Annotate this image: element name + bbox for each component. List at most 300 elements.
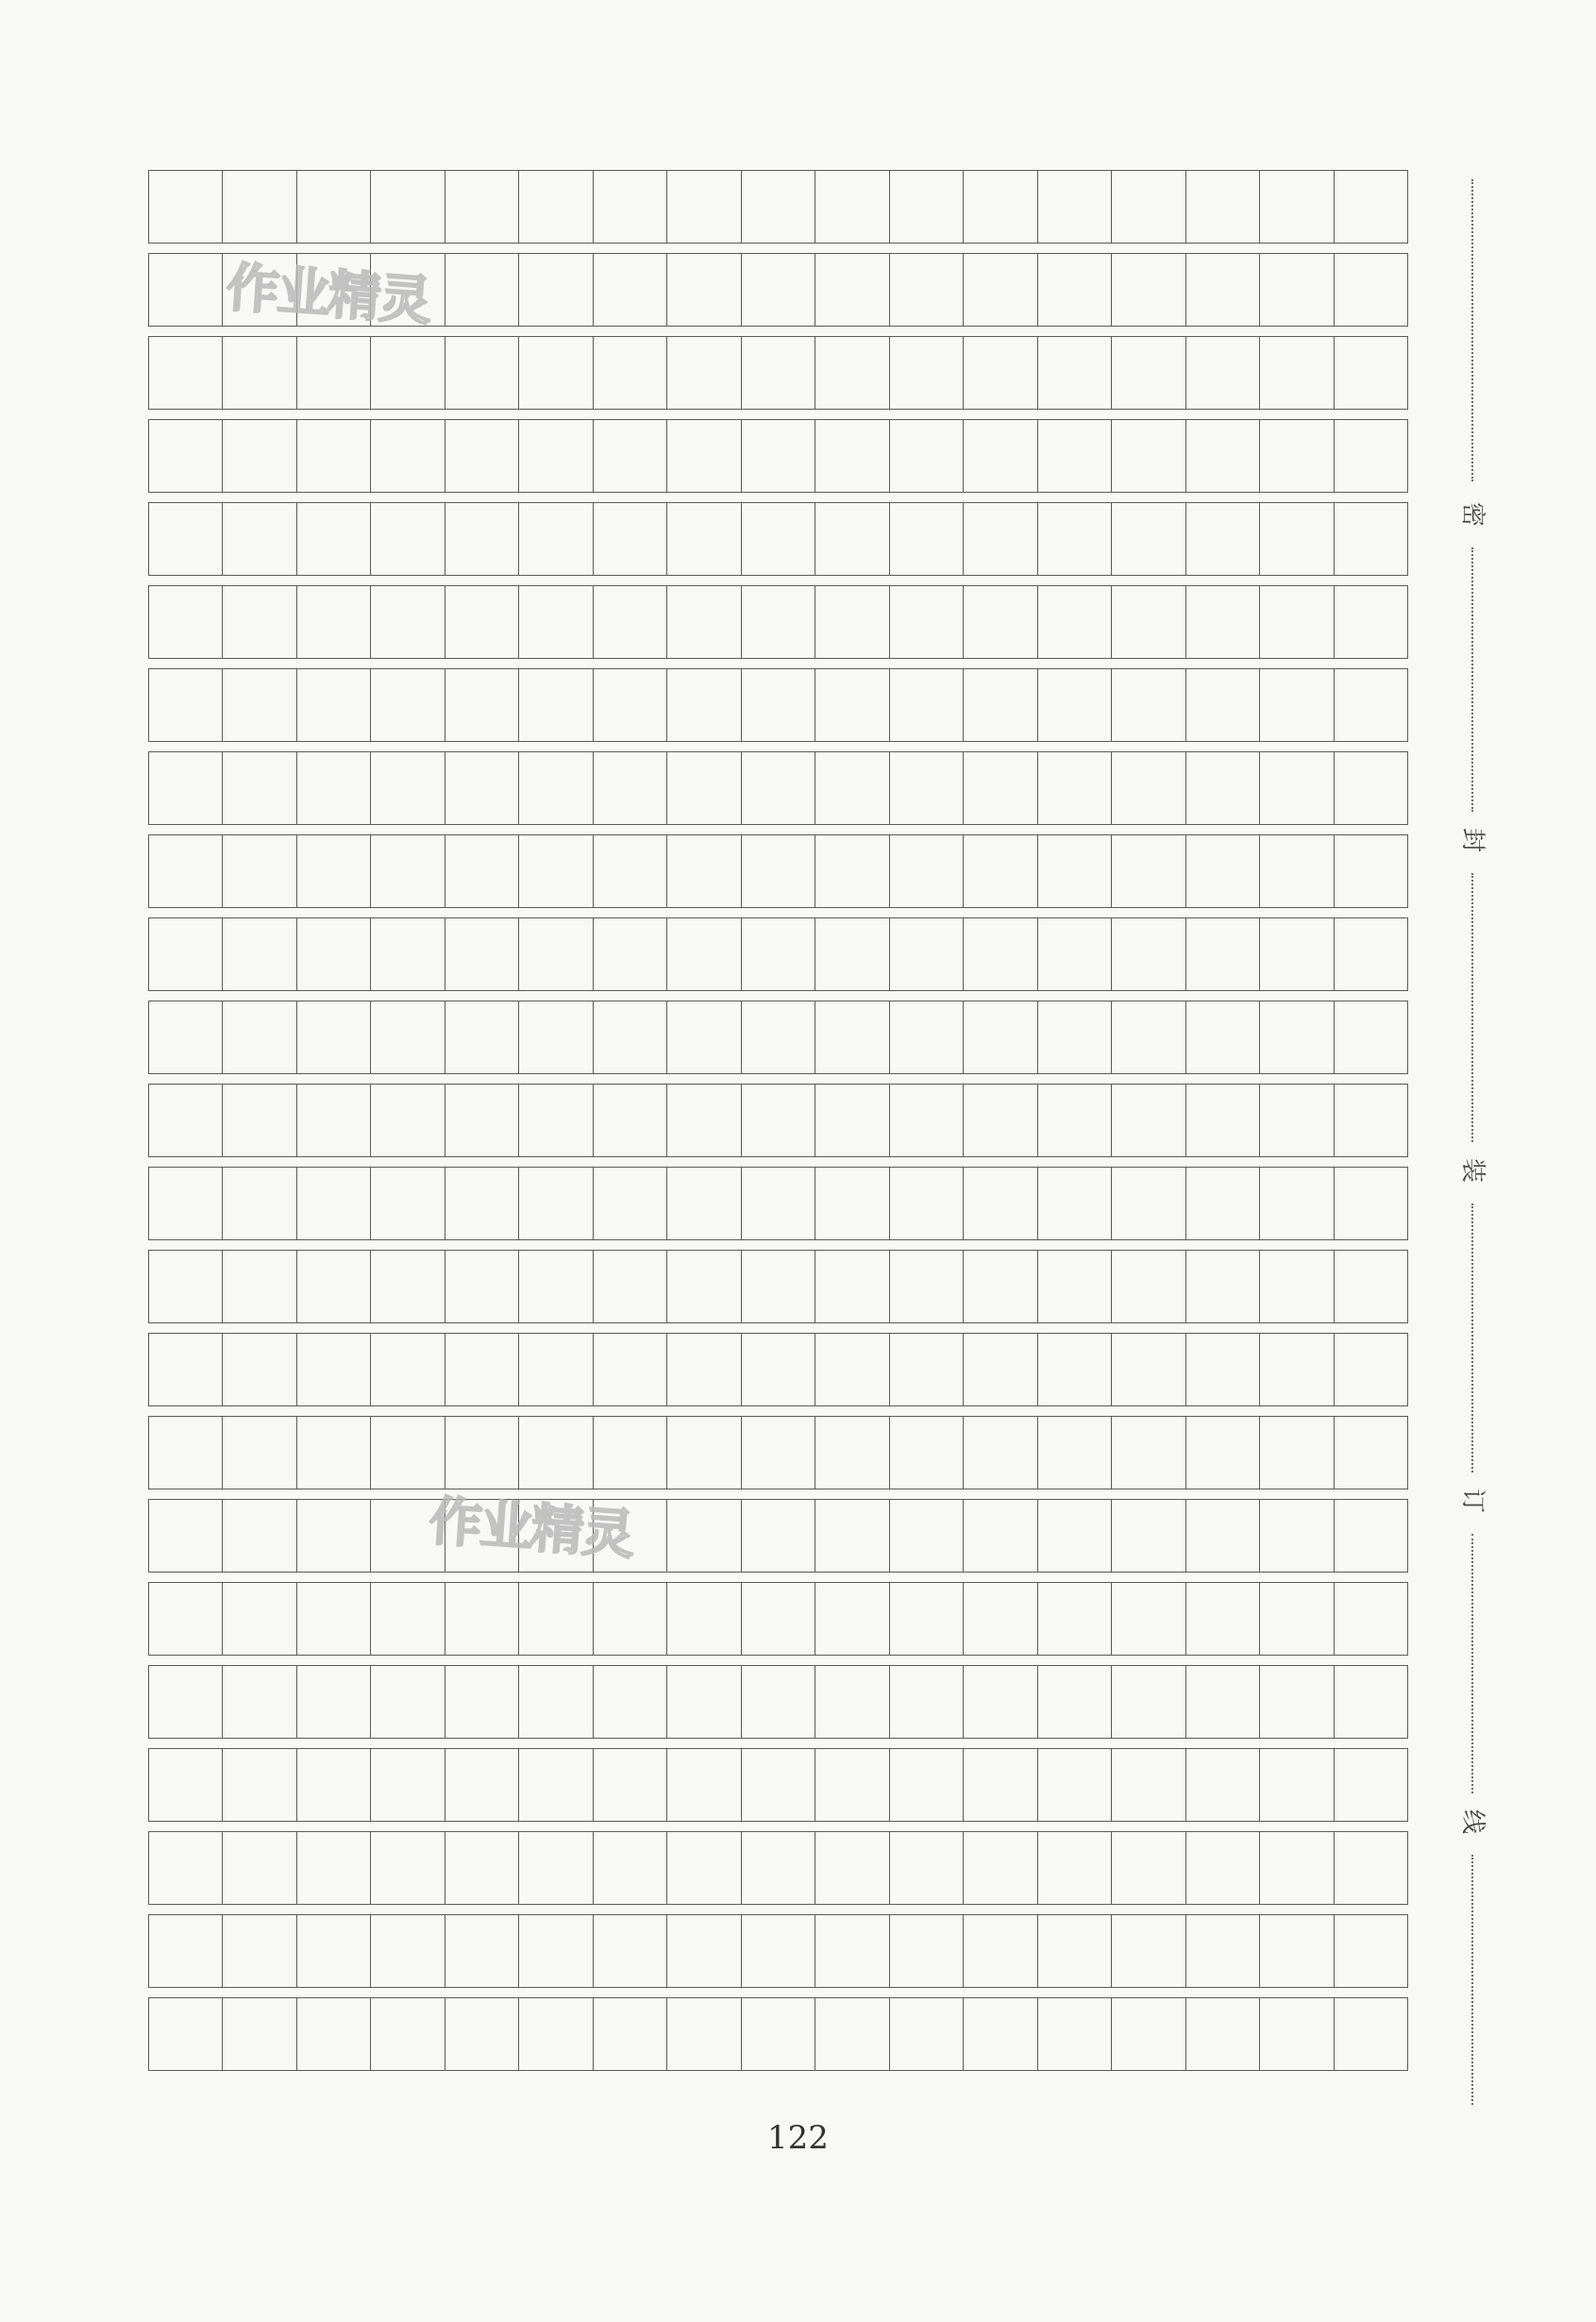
binding-dotted-line-2 (1471, 547, 1473, 812)
grid-cell (1186, 1583, 1260, 1655)
grid-cell (667, 1417, 741, 1489)
grid-cell (519, 1085, 593, 1156)
grid-cell (445, 752, 519, 824)
grid-cell (594, 1998, 667, 2070)
binding-dotted-line-4 (1471, 1203, 1473, 1472)
grid-cell (742, 1168, 815, 1239)
grid-cell (445, 669, 519, 741)
grid-cell (594, 835, 667, 907)
grid-cell (371, 503, 445, 575)
grid-cell (1260, 669, 1334, 741)
grid-cell (1335, 337, 1408, 409)
binding-char-feng: 封 (1458, 827, 1487, 852)
grid-row (148, 1665, 1408, 1739)
grid-cell (594, 918, 667, 990)
grid-cell (890, 1915, 964, 1987)
grid-cell (1112, 1666, 1185, 1738)
grid-cell (815, 1583, 889, 1655)
grid-cell (519, 586, 593, 658)
grid-cell (1186, 254, 1260, 326)
grid-cell (594, 752, 667, 824)
grid-cell (371, 1001, 445, 1073)
grid-cell (890, 1666, 964, 1738)
grid-cell (223, 918, 296, 990)
grid-cell (371, 669, 445, 741)
grid-cell (445, 1666, 519, 1738)
grid-cell (1038, 254, 1112, 326)
grid-cell (519, 337, 593, 409)
grid-cell (223, 1500, 296, 1572)
grid-cell (149, 669, 223, 741)
grid-cell (445, 1998, 519, 2070)
grid-cell (815, 503, 889, 575)
grid-cell (371, 420, 445, 492)
grid-cell (667, 586, 741, 658)
grid-cell (742, 1500, 815, 1572)
grid-cell (964, 1085, 1037, 1156)
grid-cell (742, 171, 815, 243)
grid-cell (815, 1998, 889, 2070)
grid-cell (1186, 752, 1260, 824)
grid-cell (890, 337, 964, 409)
grid-cell (667, 752, 741, 824)
page-number: 122 (767, 2119, 829, 2157)
grid-cell (667, 835, 741, 907)
grid-cell (297, 337, 371, 409)
grid-cell (297, 1334, 371, 1405)
grid-cell (594, 1915, 667, 1987)
grid-cell (149, 1749, 223, 1821)
grid-cell (1112, 420, 1185, 492)
grid-cell (297, 1417, 371, 1489)
grid-row (148, 1333, 1408, 1406)
grid-cell (371, 752, 445, 824)
grid-cell (371, 171, 445, 243)
grid-cell (815, 171, 889, 243)
grid-cell (445, 254, 519, 326)
grid-cell (1038, 337, 1112, 409)
grid-cell (1335, 669, 1408, 741)
grid-cell (594, 1583, 667, 1655)
grid-cell (519, 835, 593, 907)
grid-cell (667, 1251, 741, 1322)
binding-dotted-line-1 (1471, 179, 1473, 481)
grid-cell (149, 918, 223, 990)
grid-cell (890, 1085, 964, 1156)
grid-cell (742, 669, 815, 741)
grid-cell (594, 1001, 667, 1073)
grid-cell (149, 1334, 223, 1405)
binding-char-ding: 订 (1458, 1488, 1487, 1513)
grid-cell (223, 1334, 296, 1405)
grid-cell (742, 337, 815, 409)
grid-cell (594, 171, 667, 243)
grid-cell (223, 669, 296, 741)
grid-cell (1335, 1334, 1408, 1405)
grid-cell (1038, 1666, 1112, 1738)
grid-cell (1112, 1749, 1185, 1821)
grid-cell (815, 420, 889, 492)
grid-cell (815, 1666, 889, 1738)
grid-cell (371, 337, 445, 409)
grid-cell (890, 669, 964, 741)
grid-cell (1186, 1251, 1260, 1322)
grid-cell (445, 337, 519, 409)
grid-cell (1260, 1001, 1334, 1073)
grid-cell (1260, 586, 1334, 658)
grid-cell (594, 1666, 667, 1738)
grid-cell (297, 1001, 371, 1073)
grid-cell (1335, 918, 1408, 990)
grid-cell (149, 171, 223, 243)
grid-cell (1186, 1001, 1260, 1073)
grid-cell (964, 918, 1037, 990)
grid-cell (445, 503, 519, 575)
grid-cell (1335, 1168, 1408, 1239)
grid-cell (1186, 586, 1260, 658)
grid-cell (519, 918, 593, 990)
grid-cell (890, 752, 964, 824)
grid-cell (1038, 1334, 1112, 1405)
grid-row (148, 1997, 1408, 2071)
grid-cell (1112, 586, 1185, 658)
grid-cell (815, 1832, 889, 1904)
grid-cell (742, 1998, 815, 2070)
grid-cell (1038, 1085, 1112, 1156)
grid-cell (371, 1168, 445, 1239)
grid-cell (1186, 835, 1260, 907)
grid-cell (594, 254, 667, 326)
grid-cell (964, 752, 1037, 824)
grid-cell (1112, 1915, 1185, 1987)
grid-cell (223, 1832, 296, 1904)
grid-cell (667, 669, 741, 741)
grid-cell (964, 337, 1037, 409)
grid-cell (1260, 1417, 1334, 1489)
grid-cell (371, 1583, 445, 1655)
grid-cell (594, 1085, 667, 1156)
grid-cell (742, 586, 815, 658)
grid-cell (815, 669, 889, 741)
grid-cell (519, 1583, 593, 1655)
grid-cell (445, 1001, 519, 1073)
grid-cell (1038, 752, 1112, 824)
grid-cell (1260, 420, 1334, 492)
grid-cell (149, 420, 223, 492)
grid-cell (890, 1001, 964, 1073)
grid-cell (815, 1251, 889, 1322)
grid-cell (667, 1168, 741, 1239)
grid-cell (1335, 254, 1408, 326)
grid-cell (445, 586, 519, 658)
grid-cell (1260, 918, 1334, 990)
grid-cell (964, 1832, 1037, 1904)
grid-cell (445, 171, 519, 243)
grid-cell (1335, 171, 1408, 243)
grid-cell (667, 420, 741, 492)
grid-row (148, 419, 1408, 493)
grid-cell (519, 1168, 593, 1239)
grid-cell (519, 1749, 593, 1821)
grid-cell (371, 918, 445, 990)
grid-cell (445, 1334, 519, 1405)
grid-cell (964, 835, 1037, 907)
binding-dotted-line-6 (1471, 1855, 1473, 2105)
grid-cell (297, 752, 371, 824)
grid-cell (815, 586, 889, 658)
grid-cell (964, 254, 1037, 326)
grid-cell (964, 1583, 1037, 1655)
grid-cell (667, 1749, 741, 1821)
grid-cell (1335, 1832, 1408, 1904)
grid-cell (1038, 1998, 1112, 2070)
grid-cell (667, 1666, 741, 1738)
grid-cell (297, 171, 371, 243)
grid-cell (1038, 1915, 1112, 1987)
grid-cell (890, 918, 964, 990)
grid-cell (1335, 1417, 1408, 1489)
grid-cell (742, 1417, 815, 1489)
grid-cell (1112, 503, 1185, 575)
grid-cell (1186, 669, 1260, 741)
grid-cell (1260, 254, 1334, 326)
grid-cell (667, 1832, 741, 1904)
grid-cell (667, 1998, 741, 2070)
grid-cell (1038, 1500, 1112, 1572)
grid-cell (594, 503, 667, 575)
grid-cell (1112, 752, 1185, 824)
grid-cell (594, 1749, 667, 1821)
grid-cell (1260, 1500, 1334, 1572)
grid-cell (297, 835, 371, 907)
grid-cell (371, 1915, 445, 1987)
grid-cell (1038, 420, 1112, 492)
grid-cell (371, 1832, 445, 1904)
grid-cell (1186, 1334, 1260, 1405)
grid-cell (1186, 503, 1260, 575)
grid-cell (149, 1666, 223, 1738)
grid-row (148, 1748, 1408, 1822)
grid-cell (1335, 1001, 1408, 1073)
grid-cell (371, 1749, 445, 1821)
grid-row (148, 1167, 1408, 1240)
grid-cell (519, 1666, 593, 1738)
grid-cell (1112, 918, 1185, 990)
grid-cell (1335, 1915, 1408, 1987)
grid-cell (964, 1417, 1037, 1489)
grid-cell (1038, 1832, 1112, 1904)
grid-cell (890, 835, 964, 907)
grid-cell (1112, 1417, 1185, 1489)
grid-cell (890, 1334, 964, 1405)
grid-cell (519, 171, 593, 243)
grid-cell (1186, 337, 1260, 409)
grid-cell (445, 1915, 519, 1987)
grid-cell (815, 918, 889, 990)
grid-cell (667, 337, 741, 409)
grid-cell (742, 1251, 815, 1322)
grid-cell (1335, 835, 1408, 907)
grid-cell (1260, 171, 1334, 243)
grid-cell (1260, 1749, 1334, 1821)
grid-cell (815, 1001, 889, 1073)
grid-cell (667, 1085, 741, 1156)
grid-cell (445, 1583, 519, 1655)
grid-cell (890, 1417, 964, 1489)
grid-cell (964, 171, 1037, 243)
grid-cell (742, 1666, 815, 1738)
grid-row (148, 170, 1408, 244)
grid-row (148, 502, 1408, 576)
grid-cell (890, 1749, 964, 1821)
grid-cell (667, 254, 741, 326)
grid-cell (1186, 918, 1260, 990)
grid-cell (1260, 1832, 1334, 1904)
grid-cell (371, 1334, 445, 1405)
grid-row (148, 668, 1408, 742)
binding-char-xian: 线 (1458, 1809, 1487, 1834)
grid-cell (1038, 586, 1112, 658)
grid-cell (1335, 420, 1408, 492)
grid-cell (964, 1500, 1037, 1572)
grid-cell (149, 1998, 223, 2070)
grid-cell (1112, 835, 1185, 907)
grid-row (148, 834, 1408, 908)
grid-cell (667, 171, 741, 243)
grid-cell (594, 1251, 667, 1322)
grid-cell (1186, 1749, 1260, 1821)
grid-cell (1260, 1666, 1334, 1738)
grid-cell (1038, 669, 1112, 741)
grid-cell (445, 1832, 519, 1904)
grid-cell (890, 254, 964, 326)
grid-cell (519, 1915, 593, 1987)
grid-cell (1335, 1085, 1408, 1156)
grid-cell (297, 1998, 371, 2070)
grid-cell (149, 1832, 223, 1904)
grid-cell (742, 1915, 815, 1987)
grid-row (148, 1250, 1408, 1323)
binding-char-zhuang: 装 (1458, 1157, 1487, 1183)
grid-cell (297, 1251, 371, 1322)
watermark-top: 作业精灵 (224, 257, 432, 333)
grid-cell (297, 1666, 371, 1738)
grid-cell (667, 918, 741, 990)
grid-cell (1038, 835, 1112, 907)
grid-cell (1112, 669, 1185, 741)
grid-cell (223, 1749, 296, 1821)
grid-cell (815, 1749, 889, 1821)
grid-cell (223, 337, 296, 409)
grid-row (148, 1914, 1408, 1988)
grid-cell (1112, 1085, 1185, 1156)
grid-cell (890, 586, 964, 658)
grid-cell (149, 586, 223, 658)
grid-cell (1186, 1915, 1260, 1987)
grid-cell (519, 420, 593, 492)
grid-cell (742, 918, 815, 990)
grid-row (148, 1084, 1408, 1157)
grid-cell (1186, 1500, 1260, 1572)
grid-cell (594, 586, 667, 658)
grid-cell (519, 1832, 593, 1904)
grid-cell (964, 503, 1037, 575)
grid-cell (742, 254, 815, 326)
grid-cell (1335, 752, 1408, 824)
grid-cell (297, 918, 371, 990)
grid-cell (371, 1085, 445, 1156)
binding-char-mi: 密 (1458, 501, 1487, 527)
grid-cell (964, 1666, 1037, 1738)
grid-cell (742, 1334, 815, 1405)
grid-cell (1335, 1583, 1408, 1655)
grid-cell (297, 503, 371, 575)
grid-cell (1112, 1500, 1185, 1572)
grid-cell (297, 1168, 371, 1239)
grid-cell (1186, 420, 1260, 492)
grid-cell (149, 835, 223, 907)
grid-cell (371, 1251, 445, 1322)
grid-cell (297, 1832, 371, 1904)
grid-cell (519, 503, 593, 575)
grid-cell (594, 1168, 667, 1239)
grid-cell (445, 1417, 519, 1489)
grid-cell (1335, 1500, 1408, 1572)
grid-cell (519, 669, 593, 741)
grid-cell (742, 1832, 815, 1904)
grid-cell (519, 1417, 593, 1489)
grid-cell (1260, 1251, 1334, 1322)
grid-cell (1186, 1998, 1260, 2070)
grid-cell (1260, 1085, 1334, 1156)
grid-cell (667, 1334, 741, 1405)
grid-cell (149, 1500, 223, 1572)
grid-cell (742, 1583, 815, 1655)
grid-cell (1335, 1666, 1408, 1738)
grid-cell (964, 420, 1037, 492)
grid-cell (1260, 1583, 1334, 1655)
grid-cell (297, 586, 371, 658)
grid-cell (815, 1417, 889, 1489)
grid-cell (223, 1915, 296, 1987)
grid-cell (297, 420, 371, 492)
grid-cell (815, 1085, 889, 1156)
grid-cell (964, 586, 1037, 658)
grid-cell (742, 1085, 815, 1156)
grid-cell (297, 1500, 371, 1572)
grid-row (148, 1831, 1408, 1905)
grid-cell (964, 1749, 1037, 1821)
grid-cell (445, 1168, 519, 1239)
grid-cell (1112, 337, 1185, 409)
grid-cell (519, 1334, 593, 1405)
grid-cell (667, 1915, 741, 1987)
grid-cell (223, 420, 296, 492)
grid-cell (297, 1749, 371, 1821)
grid-cell (815, 254, 889, 326)
grid-cell (445, 1251, 519, 1322)
grid-cell (445, 420, 519, 492)
grid-cell (742, 503, 815, 575)
grid-cell (667, 1500, 741, 1572)
grid-cell (1112, 1998, 1185, 2070)
grid-cell (149, 1168, 223, 1239)
grid-cell (1186, 171, 1260, 243)
grid-cell (297, 1915, 371, 1987)
grid-cell (815, 337, 889, 409)
grid-cell (1112, 171, 1185, 243)
grid-cell (149, 503, 223, 575)
